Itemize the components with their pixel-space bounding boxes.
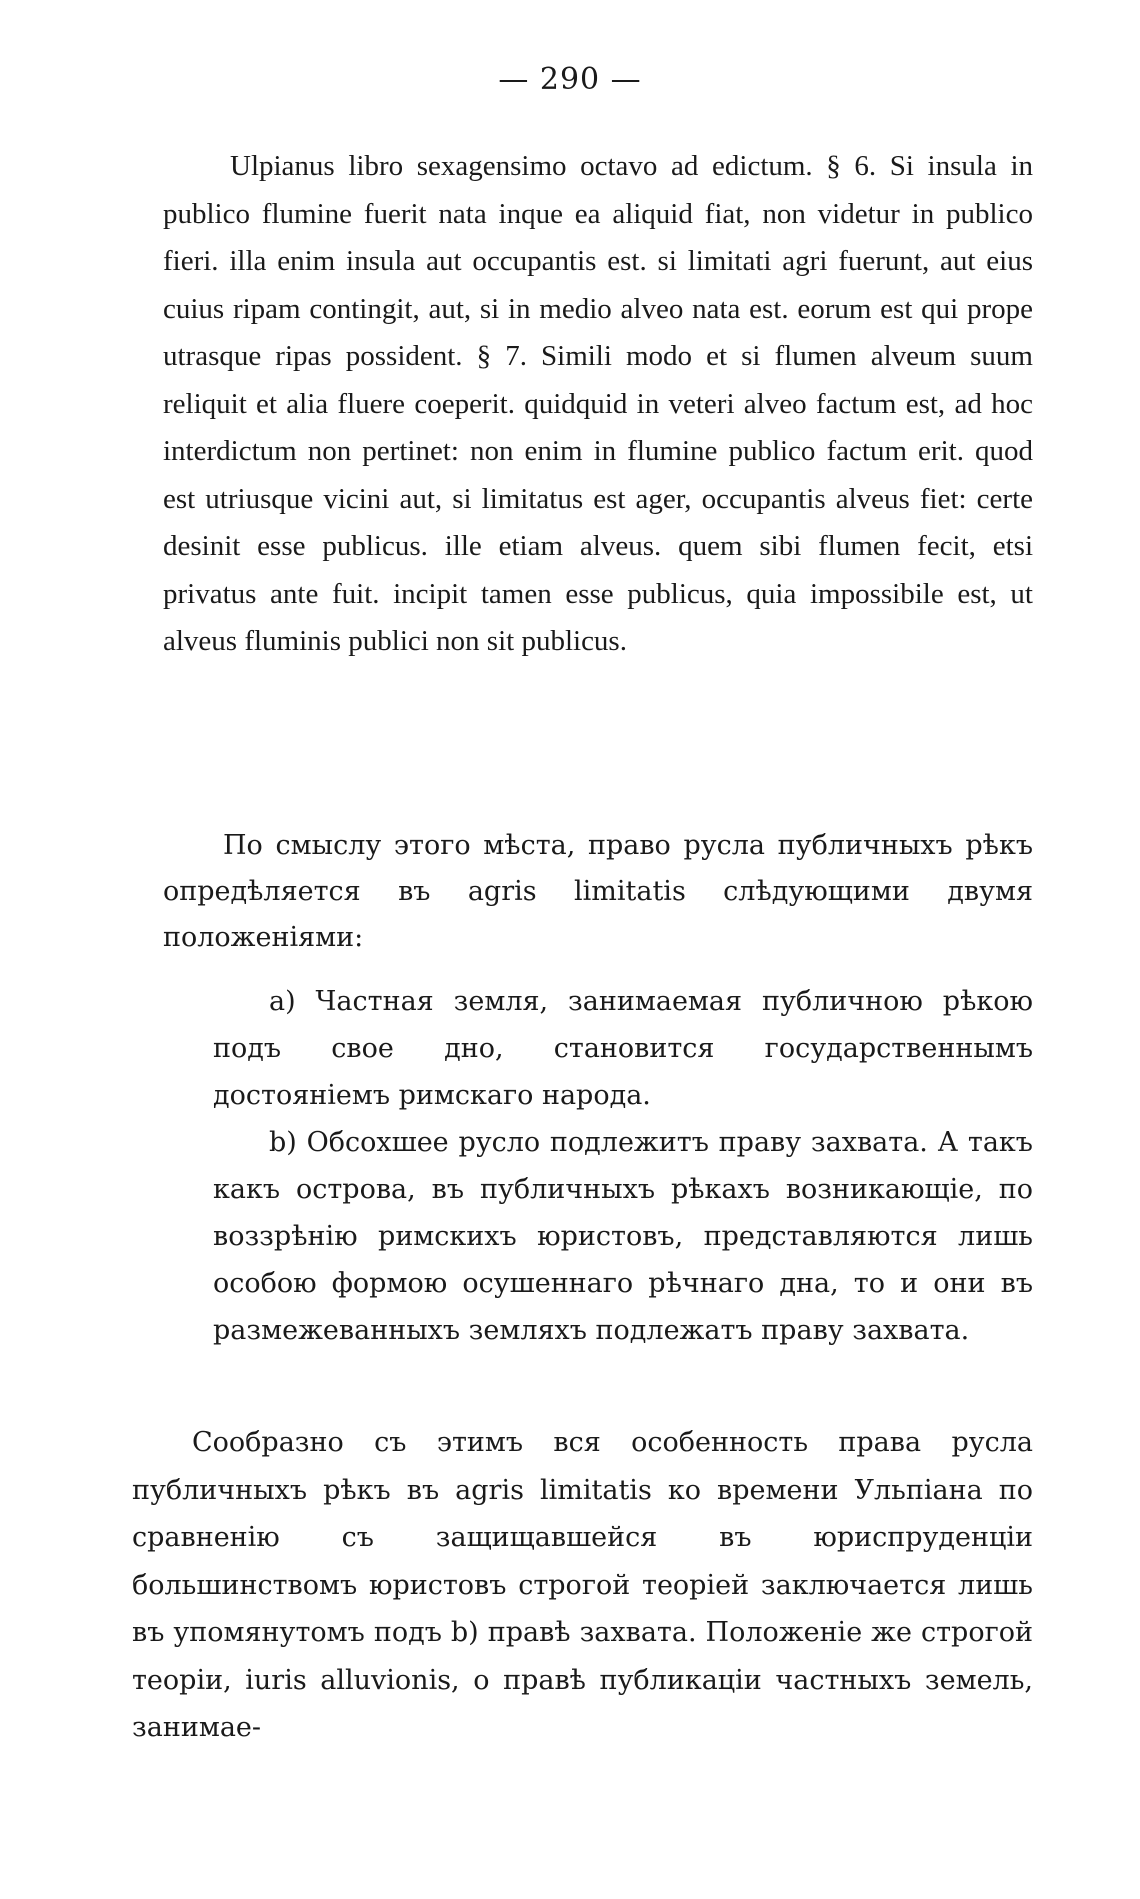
paragraph-text: По смыслу этого мѣста, право русла публичныхъ рѣкъ опредѣляется въ agris limitatis слѣдующими двумя положеніями: xyxy=(163,830,1033,953)
latin-quotation xyxy=(163,143,1033,666)
paragraph-conclusion xyxy=(132,1419,1033,1752)
paragraph-intro xyxy=(163,823,1033,961)
page-number: — 290 — xyxy=(498,62,642,97)
proposition-b: b) Обсохшее русло подлежитъ праву захвата. А такъ какъ острова, въ публичныхъ рѣкахъ возникающіе, по воззрѣнію римскихъ юристовъ, представляются лишь особою формою осушеннаго рѣчнаго дна, то и они въ размежеванныхъ земляхъ подлежатъ праву захвата. xyxy=(213,1127,1033,1346)
quote-text: Ulpianus libro sexagensimo octavo ad edictum. § 6. Si insula in publico flumine fuerit nata inque ea aliquid fiat, non videtur in publico fieri. illa enim insula aut occupantis est. si limitati agri fuerunt, aut eius cuius ripam contingit, aut, si in medio alveo nata est. eorum est qui prope utrasque ripas possident. § 7. Simili modo et si flumen alveum suum reliquit et alia fluere coeperit. quidquid in veteri alveo factum est, ad hoc interdictum non pertinet: non enim in flumine publico factum erit. quod est utriusque vicini aut, si limitatus est ager, occupantis alveus fiet: certe desinit esse publicus. ille etiam alveus. quem sibi flumen fecit, etsi privatus ante fuit. incipit tamen esse publicus, quia impossibile est, ut alveus fluminis publici non sit publicus. xyxy=(163,150,1033,657)
numbered-propositions xyxy=(213,978,1033,1354)
proposition-a: a) Частная земля, занимаемая публичною рѣкою подъ свое дно, становится государственнымъ достояніемъ римскаго народа. xyxy=(213,986,1033,1111)
paragraph-text: Сообразно съ этимъ вся особенность права русла публичныхъ рѣкъ въ agris limitatis ко времени Ульпіана по сравненію съ защищавшейся въ юриспруденціи большинствомъ юристовъ строгой теоріей заключается лишь въ упомянутомъ подъ b) правѣ захвата. Положеніе же строгой теоріи, iuris alluvionis, о правѣ публикаціи частныхъ земель, занимае- xyxy=(132,1427,1033,1743)
